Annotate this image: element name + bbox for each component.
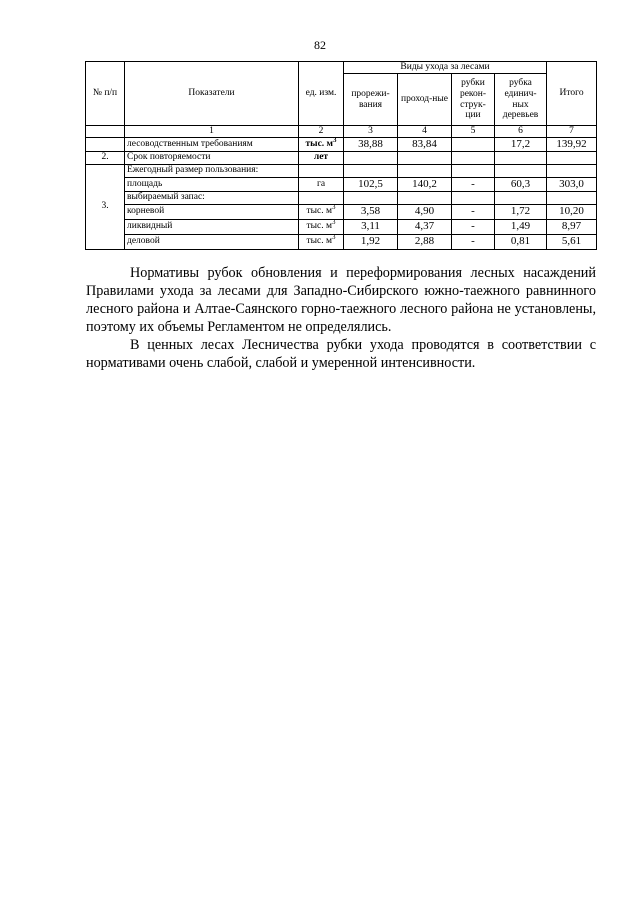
row-indicator: ликвидный xyxy=(125,219,299,234)
paragraph-valuable-forests xyxy=(86,336,596,372)
table-cell: 5,61 xyxy=(547,234,597,249)
header-unit: ед. изм. xyxy=(299,62,344,126)
table-cell xyxy=(398,151,452,164)
row-indicator: Ежегодный размер пользования: xyxy=(125,164,299,177)
row-unit: тыс. $м^3$ xyxy=(299,219,344,234)
table-cell xyxy=(398,191,452,204)
table-row xyxy=(86,164,597,177)
header-passage: проход-ные xyxy=(398,74,452,126)
row-indicator: Срок повторяемости xyxy=(125,151,299,164)
table-cell xyxy=(452,151,495,164)
paragraph-renewal-norms xyxy=(86,264,596,336)
table-row xyxy=(86,234,597,249)
table-cell xyxy=(344,164,398,177)
header-single-trees: рубка единич-ных деревьев xyxy=(495,74,547,126)
table-cell xyxy=(547,164,597,177)
table-cell: 140,2 xyxy=(398,177,452,191)
row-unit xyxy=(299,164,344,177)
table-row xyxy=(86,137,597,151)
table-cell: - xyxy=(452,234,495,249)
table-cell: 2,88 xyxy=(398,234,452,249)
table-cell xyxy=(452,191,495,204)
header-care-types: Виды ухода за лесами xyxy=(344,62,547,74)
table-cell: 4,37 xyxy=(398,219,452,234)
page-number: 82 xyxy=(314,38,326,52)
table-cell: 17,2 xyxy=(495,137,547,151)
row-unit: тыс. $м^3$ xyxy=(299,234,344,249)
table-row xyxy=(86,204,597,219)
table-cell: 8,97 xyxy=(547,219,597,234)
table-cell: 4,90 xyxy=(398,204,452,219)
table-cell: 60,3 xyxy=(495,177,547,191)
table-row xyxy=(86,219,597,234)
table-cell xyxy=(86,126,125,138)
table-cell xyxy=(495,151,547,164)
paragraph-text: В ценных лесах Лесничества рубки ухода проводятся в соответствии с нормативами очень слабой, слабой и умеренной интенсивности. xyxy=(86,337,596,371)
row-unit: лет xyxy=(299,151,344,164)
column-numbers-row xyxy=(86,126,597,138)
header-num: № п/п xyxy=(86,62,125,126)
row-num: 2. xyxy=(86,151,125,164)
table-cell: 3,11 xyxy=(344,219,398,234)
row-indicator: площадь xyxy=(125,177,299,191)
col-number: 5 xyxy=(452,126,495,138)
table-cell xyxy=(452,137,495,151)
table-cell xyxy=(344,191,398,204)
row-indicator: лесоводственным требованиям xyxy=(125,137,299,151)
col-number: 7 xyxy=(547,126,597,138)
table-row xyxy=(86,151,597,164)
table-row xyxy=(86,177,597,191)
col-number: 1 xyxy=(125,126,299,138)
table-cell xyxy=(547,191,597,204)
table-cell: 102,5 xyxy=(344,177,398,191)
paragraph-text: Нормативы рубок обновления и переформирования лесных насаждений Правилами ухода за лесами для Западно-Сибирского южно-таежного равнинного лесного района и Алтае-Саянского горно-таежного лесного района не установлены, поэтому их объемы Регламентом не определялись. xyxy=(86,265,596,335)
table-cell xyxy=(344,151,398,164)
table-row xyxy=(86,191,597,204)
table-cell: 83,84 xyxy=(398,137,452,151)
header-thinning: прорежи-вания xyxy=(344,74,398,126)
col-number: 3 xyxy=(344,126,398,138)
header-total: Итого xyxy=(547,62,597,126)
table-cell: 139,92 xyxy=(547,137,597,151)
row-indicator: деловой xyxy=(125,234,299,249)
table-cell xyxy=(495,191,547,204)
table-cell xyxy=(495,164,547,177)
table-cell: 3,58 xyxy=(344,204,398,219)
table-cell: 1,72 xyxy=(495,204,547,219)
table-cell: 0,81 xyxy=(495,234,547,249)
table-cell: - xyxy=(452,219,495,234)
table-cell xyxy=(452,164,495,177)
row-unit: га xyxy=(299,177,344,191)
table-cell xyxy=(547,151,597,164)
table-cell xyxy=(86,137,125,151)
table-cell: 38,88 xyxy=(344,137,398,151)
table-cell xyxy=(398,164,452,177)
header-reconstruction: рубки рекон-струк-ции xyxy=(452,74,495,126)
table-cell: - xyxy=(452,204,495,219)
row-indicator: корневой xyxy=(125,204,299,219)
table-cell: - xyxy=(452,177,495,191)
table-cell: 1,49 xyxy=(495,219,547,234)
header-row xyxy=(86,62,597,74)
col-number: 6 xyxy=(495,126,547,138)
header-indicator: Показатели xyxy=(125,62,299,126)
row-unit: тыс. $м^3$ xyxy=(299,137,344,151)
row-indicator: выбираемый запас: xyxy=(125,191,299,204)
table-cell: 10,20 xyxy=(547,204,597,219)
table-cell: 1,92 xyxy=(344,234,398,249)
row-num: 3. xyxy=(86,164,125,249)
col-number: 2 xyxy=(299,126,344,138)
col-number: 4 xyxy=(398,126,452,138)
row-unit: тыс. $м^3$ xyxy=(299,204,344,219)
row-unit xyxy=(299,191,344,204)
forest-care-table xyxy=(85,61,597,250)
table-cell: 303,0 xyxy=(547,177,597,191)
